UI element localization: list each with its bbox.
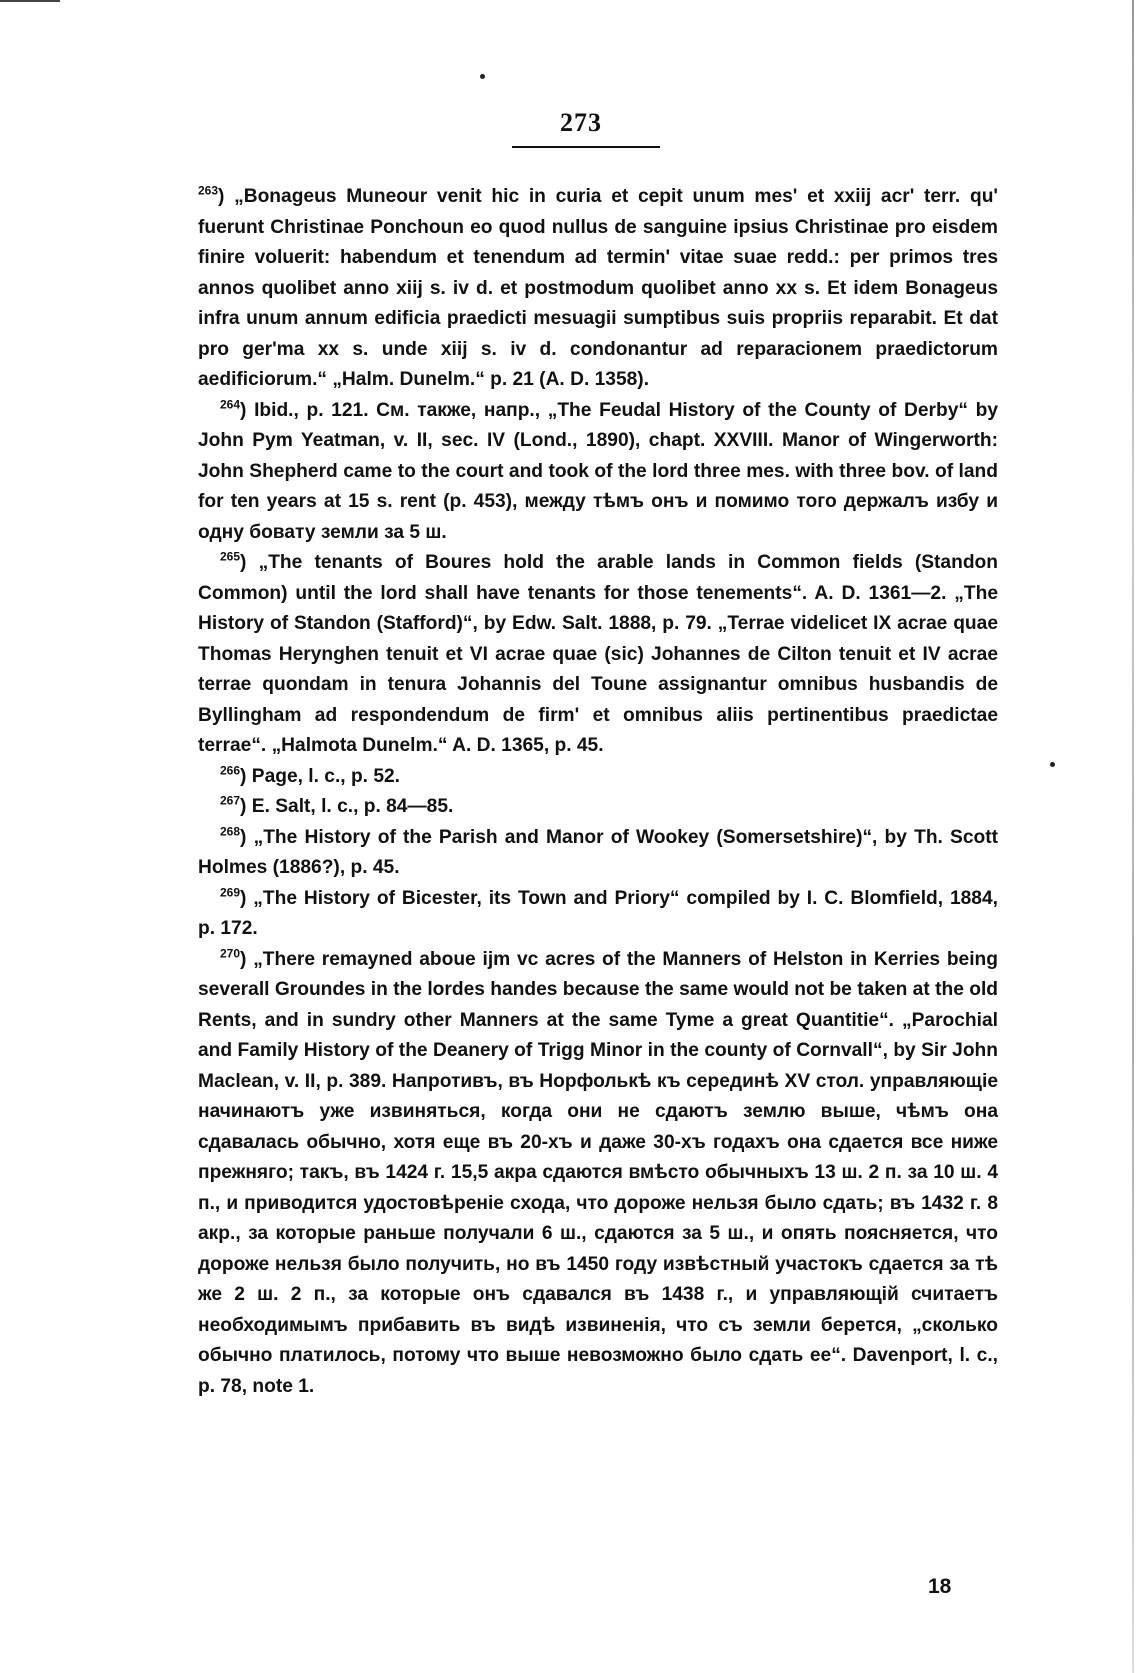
footnote-marker: 267 (220, 793, 241, 808)
footnote-text: „The History of Bicester, its Town and Priory“ compiled by I. C. Blomfield, 1884, p. 172. (198, 887, 998, 939)
ink-speck (480, 74, 485, 79)
footnote-marker: 264 (220, 397, 241, 412)
scan-edge-line (0, 0, 60, 2)
footnote-text: Ibid., p. 121. См. также, напр., „The Feudal History of the County of Derby“ by John Pym Yeatman, v. II, sec. IV (Lond., 1890), chapt. XXVIII. Manor of Wingerworth: John Shepherd came to the court and took of the lord three mes. with three bov. of land for ten years at 15 s. rent (p. 453), между тѣмъ онъ и помимо того держалъ избу и одну бовату земли за 5 ш. (198, 399, 998, 543)
footnote-269: $^{269}$) „The History of Bicester, its Town and Priory“ compiled by I. C. Blomfield, 1884, p. 172. (198, 885, 998, 939)
footnote-263: $^{263}$) „Bonageus Muneour venit hic in curia et cepit unum mes' et xxiij acr' terr. qu' fuerunt Christinae Ponchoun eo quod nullus de sanguine ipsius Christinae pro eisdem finire voluerit: habendum et tenendum ad termin' vitae suae redd.: per primos tres annos quolibet anno xiij s. iv d. et postmodum quolibet anno xx s. Et idem Bonageus infra unum annum edificia praedicti mesuagii sumptibus suis propriis reparabit. Et dat pro ger'ma xx s. unde xiij s. iv d. condonantur ad reparacionem praedictorum aedificiorum.“ „Halm. Dunelm.“ p. 21 (A. D. 1358). (198, 183, 998, 390)
scan-right-edge (1132, 0, 1134, 1673)
page-number-rule (512, 146, 660, 148)
footnote-text: „There remayned aboue ijm vc acres of the Manners of Helston in Kerries being severall Groundes in the lordes handes because the same would not be taken at the old Rents, and in sundry other Manners at the same Tyme a great Quantitie“. „Parochial and Family History of the Deanery of Trigg Minor in the county of Cornvall“, by Sir John Maclean, v. II, p. 389. Напротивъ, въ Норфолькѣ къ серединѣ XV стол. управляющіе начинаютъ уже извиняться, когда они не сдаютъ землю выше, чѣмъ она сдавалась обычно, хотя еще въ 20-хъ и даже 30-хъ годахъ она сдается все ниже прежняго; такъ, въ 1424 г. 15,5 акра сдаются вмѣсто обычныхъ 13 ш. 2 п. за 10 ш. 4 п., и приводится удостовѣреніе схода, что дороже нельзя было сдать; въ 1432 г. 8 акр., за которые раньше получали 6 ш., сдаются за 5 ш., и опять поясняется, что дороже нельзя было получить, но въ 1450 году извѣстный участокъ сдается за тѣ же 2 ш. 2 п., за которые онъ сдавался въ 1438 г., и управляющій считаетъ необходимымъ прибавить въ видѣ извиненія, что съ земли берется, „сколько обычно платилось, потому что выше невозможно было сдать ее“. Davenport, l. c., p. 78, note 1. (198, 948, 998, 1397)
footnote-marker: 269 (220, 885, 241, 900)
footnote-266: $^{266}$) Page, l. c., p. 52. (220, 763, 401, 787)
footnote-text: Page, l. c., p. 52. (251, 765, 401, 787)
footnote-268: $^{268}$) „The History of the Parish and Manor of Wookey (Somersetshire)“, by Th. Scott Holmes (1886?), p. 45. (198, 824, 998, 878)
ink-speck (1050, 762, 1055, 767)
footnote-264: $^{264}$) Ibid., p. 121. См. также, напр., „The Feudal History of the County of Derby“ by John Pym Yeatman, v. II, sec. IV (Lond., 1890), chapt. XXVIII. Manor of Wingerworth: John Shepherd came to the court and took of the lord three mes. with three bov. of land for ten years at 15 s. rent (p. 453), между тѣмъ онъ и помимо того держалъ избу и одну бовату земли за 5 ш. (198, 397, 998, 543)
footnote-marker: 265 (220, 549, 241, 564)
footnote-marker: 263 (198, 183, 219, 198)
footnote-text: „The tenants of Boures hold the arable lands in Common fields (Standon Common) until the lord shall have tenants for those tenements“. A. D. 1361—2. „The History of Standon (Stafford)“, by Edw. Salt. 1888, p. 79. „Terrae videlicet IX acrae quae Thomas Herynghen tenuit et VI acrae quae (sic) Johannes de Cilton tenuit et IV acrae terrae quondam in tenura Johannis del Toune assignantur omnibus husbandis de Byllingham ad respondendum de firm' et omnibus aliis pertinentibus praedictae terrae“. „Halmota Dunelm.“ A. D. 1365, p. 45. (198, 552, 998, 756)
footnotes-block (198, 182, 998, 1402)
footnote-270: $^{270}$) „There remayned aboue ijm vc acres of the Manners of Helston in Kerries being severall Groundes in the lordes handes because the same would not be taken at the old Rents, and in sundry other Manners at the same Tyme a great Quantitie“. „Parochial and Family History of the Deanery of Trigg Minor in the county of Cornvall“, by Sir John Maclean, v. II, p. 389. Напротивъ, въ Норфолькѣ къ серединѣ XV стол. управляющіе начинаютъ уже извиняться, когда они не сдаютъ землю выше, чѣмъ она сдавалась обычно, хотя еще въ 20-хъ и даже 30-хъ годахъ она сдается все ниже прежняго; такъ, въ 1424 г. 15,5 акра сдаются вмѣсто обычныхъ 13 ш. 2 п. за 10 ш. 4 п., и приводится удостовѣреніе схода, что дороже нельзя было сдать; въ 1432 г. 8 акр., за которые раньше получали 6 ш., сдаются за 5 ш., и опять поясняется, что дороже нельзя было получить, но въ 1450 году извѣстный участокъ сдается за тѣ же 2 ш. 2 п., за которые онъ сдавался въ 1438 г., и управляющій считаетъ необходимымъ прибавить въ видѣ извиненія, что съ земли берется, „сколько обычно платилось, потому что выше невозможно было сдать ее“. Davenport, l. c., p. 78, note 1. (198, 946, 998, 1397)
page-number: 273 (560, 108, 602, 137)
footnote-text: „The History of the Parish and Manor of Wookey (Somersetshire)“, by Th. Scott Holmes (1886?), p. 45. (198, 826, 998, 878)
footnote-marker: 270 (220, 946, 241, 961)
footnote-marker: 266 (220, 763, 241, 778)
footnote-267: $^{267}$) E. Salt, l. c., p. 84—85. (220, 793, 454, 817)
footnote-265: $^{265}$) „The tenants of Boures hold the arable lands in Common fields (Standon Common) until the lord shall have tenants for those tenements“. A. D. 1361—2. „The History of Standon (Stafford)“, by Edw. Salt. 1888, p. 79. „Terrae videlicet IX acrae quae Thomas Herynghen tenuit et VI acrae quae (sic) Johannes de Cilton tenuit et IV acrae terrae quondam in tenura Johannis del Toune assignantur omnibus husbandis de Byllingham ad respondendum de firm' et omnibus aliis pertinentibus praedictae terrae“. „Halmota Dunelm.“ A. D. 1365, p. 45. (198, 549, 998, 756)
footnote-text: „Bonageus Muneour venit hic in curia et cepit unum mes' et xxiij acr' terr. qu' fuerunt Christinae Ponchoun eo quod nullus de sanguine ipsius Christinae pro eisdem finire voluerit: habendum et tenendum ad termin' vitae suae redd.: per primos tres annos quolibet anno xiij s. iv d. et postmodum quolibet anno xx s. Et idem Bonageus infra unum annum edificia praedicti mesuagii sumptibus suis propriis reparabit. Et dat pro ger'ma xx s. unde xiij s. iv d. condonantur ad reparacionem praedictorum aedificiorum.“ „Halm. Dunelm.“ p. 21 (A. D. 1358). (198, 186, 998, 390)
footnote-text: E. Salt, l. c., p. 84—85. (251, 796, 454, 817)
signature-mark: 18 (928, 1575, 952, 1598)
footnote-marker: 268 (220, 824, 241, 839)
